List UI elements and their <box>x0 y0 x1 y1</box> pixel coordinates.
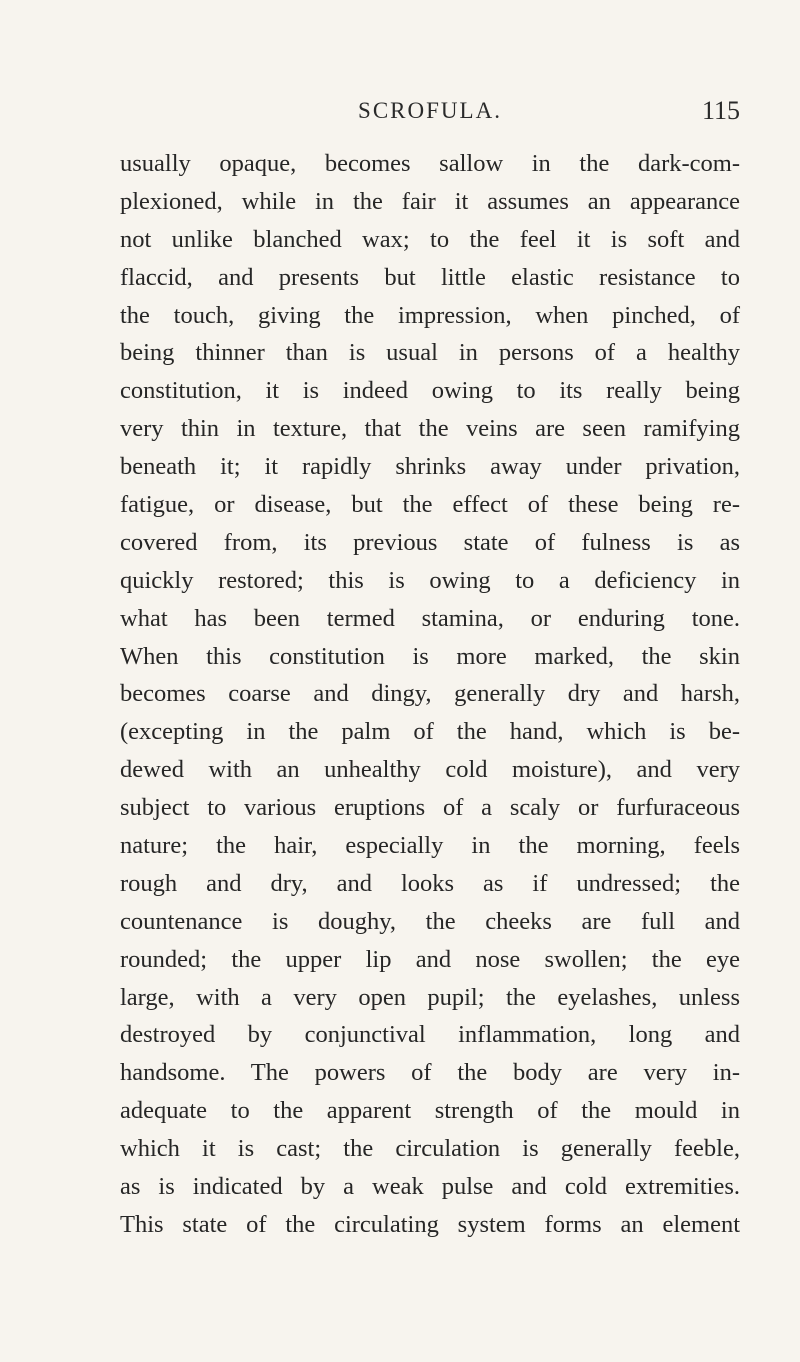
text-line: quickly restored; this is owing to a deficiency in <box>120 566 740 594</box>
text-line: as is indicated by a weak pulse and cold extremities. <box>120 1173 740 1201</box>
text-line: adequate to the apparent strength of the mould in <box>120 1097 740 1125</box>
text-line: usually opaque, becomes sallow in the dark-com- <box>120 150 740 177</box>
text-line: dewed with an unhealthy cold moisture), and very <box>120 756 740 784</box>
text-line: When this constitution is more marked, the skin <box>120 642 740 670</box>
text-line: (excepting in the palm of the hand, which is be- <box>120 718 740 746</box>
text-line: handsome. The powers of the body are very in- <box>120 1059 740 1087</box>
text-line: This state of the circulating system forms an element <box>120 1210 740 1238</box>
page-number: 115 <box>701 96 740 125</box>
text-line: rough and dry, and looks as if undressed; the <box>120 869 740 897</box>
text-line: constitution, it is indeed owing to its really being <box>120 377 740 405</box>
text-line: rounded; the upper lip and nose swollen; the eye <box>120 945 740 973</box>
text-line: subject to various eruptions of a scaly or furfuraceous <box>120 794 740 822</box>
text-line: destroyed by conjunctival inflammation, long and <box>120 1021 740 1049</box>
page-header <box>120 98 740 138</box>
body-paragraph <box>120 145 740 1244</box>
text-line: covered from, its previous state of fulness is as <box>120 528 740 556</box>
text-line: fatigue, or disease, but the effect of these being re- <box>120 491 740 519</box>
text-line: not unlike blanched wax; to the feel it is soft and <box>120 225 740 253</box>
text-line: which it is cast; the circulation is generally feeble, <box>120 1135 740 1163</box>
text-line: what has been termed stamina, or enduring tone. <box>120 604 740 632</box>
running-title: SCROFULA. <box>358 98 502 123</box>
text-line: being thinner than is usual in persons of a healthy <box>120 339 740 367</box>
text-line: large, with a very open pupil; the eyelashes, unless <box>120 983 740 1011</box>
text-line: becomes coarse and dingy, generally dry and harsh, <box>120 680 740 708</box>
text-line: plexioned, while in the fair it assumes an appearance <box>120 187 740 215</box>
text-line: flaccid, and presents but little elastic resistance to <box>120 263 740 291</box>
text-line: very thin in texture, that the veins are seen ramifying <box>120 415 740 443</box>
text-line: countenance is doughy, the cheeks are full and <box>120 907 740 935</box>
text-line: beneath it; it rapidly shrinks away under privation, <box>120 453 740 481</box>
text-line: the touch, giving the impression, when pinched, of <box>120 301 740 329</box>
text-line: nature; the hair, especially in the morning, feels <box>120 832 740 860</box>
